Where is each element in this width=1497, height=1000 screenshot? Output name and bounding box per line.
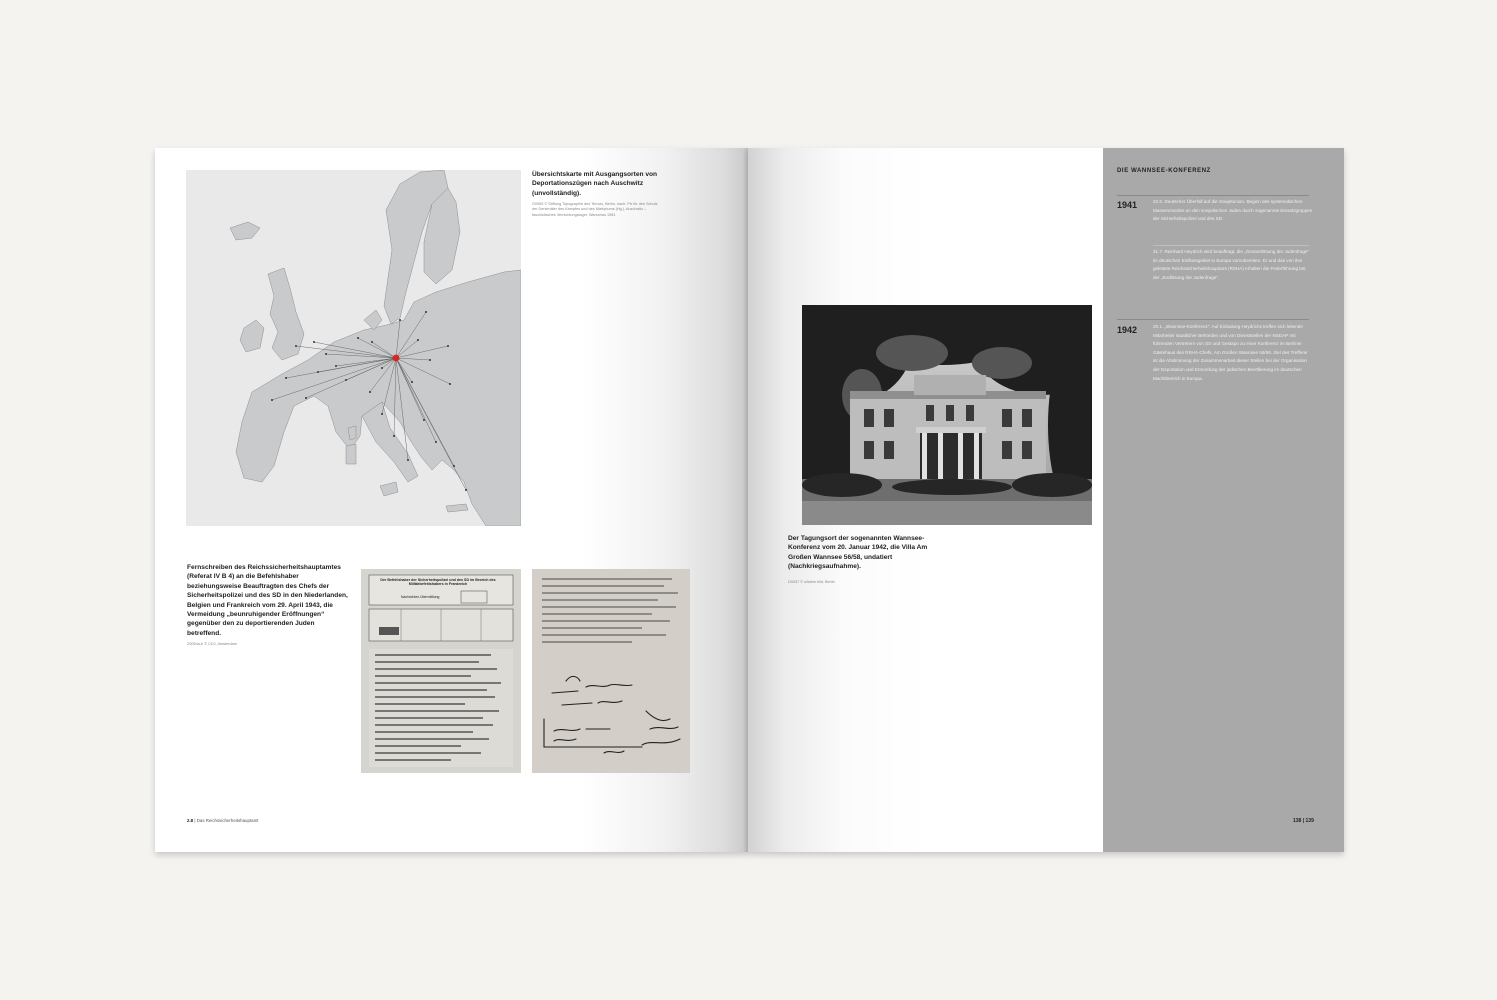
left-footer (187, 818, 258, 823)
auschwitz-marker (393, 355, 400, 362)
page-numbers: 138 | 139 (1293, 818, 1314, 824)
europe-deportation-map (186, 170, 521, 526)
timeline-entry: 20.1. „Wannsee-Konferenz“: Auf Einladung Heydrichs treffen sich leitende Mitarbeiter staatlicher Behörden und von Dienststellen der NSDAP mit führenden Vertretern von SS und Gestapo zu einer Konferenz im Berliner Gästehaus des RSHA-Chefs, Am Großen Wannsee 56/58. Ziel des Treffens ist die Abstimmung der Zusammenarbeit dieser Stellen bei der Organisation der Deportation und Ermordung der jüdischen Bevölkerung im deutschen Machtbereich in Europa. (1153, 324, 1308, 381)
telex-caption: Fernschreiben des Reichssicherheitshauptamtes (Referat IV B 4) an die Befehlshaber beziehungsweise Beauftragten des Chefs der Sicherheitspolizei und des SD in den Niederlanden, Belgien und Frankreich vom 29. April 1943, die Vermeidung „beunruhigender Eröffnungen“ gegenüber den zu deportierenden Juden betreffend. (187, 564, 348, 637)
footer-divider: | (194, 818, 197, 823)
section-number: 2.8 (187, 818, 194, 823)
telex-document-page-1 (361, 569, 521, 773)
map-caption: Übersichtskarte mit Ausgangsorten von Deportationszügen nach Auschwitz (unvollständig). (532, 171, 658, 197)
timeline-entry-rule (1153, 245, 1309, 246)
right-page (748, 148, 1344, 852)
map-credit: G0069 © Stiftung Topographie des Terrors, Berlin, nach: Ptr für den Schutz der Denkmäler des Kampfes und des Martyriums (Hg.), Auschwitz – faschistisches Vernichtungslager, Warschau 1981 (532, 202, 658, 217)
timeline-sidebar (1103, 148, 1344, 852)
photo-caption: Der Tagungsort der sogenannten Wannsee-Konferenz vom 20. Januar 1942, die Villa Am Großen Wannsee 56/58, undatiert (Nachkriegsaufnahme). (788, 535, 928, 571)
telex-document-2-graphic (532, 569, 690, 773)
left-page (155, 148, 748, 852)
map-graphic (186, 170, 521, 526)
photo-credit: D0037 © ullstein bild, Berlin (788, 580, 835, 584)
timeline-rule (1117, 195, 1309, 196)
telex-heading: Der Befehlshaber der Sicherheitspolizei und des SD im Bereich des Militärbefehlshabers in Frankreich (380, 578, 496, 587)
timeline-year: 1941 (1117, 200, 1138, 210)
telex-subheading: Nachrichten-Übermittlung (401, 595, 440, 599)
timeline-entry: 31.7. Reinhard Heydrich wird beauftragt, die „Gesamtlösung der Judenfrage“ im deutschen Einflussgebiet in Europa vorzubereiten. Er und das von ihm geleitete Reichssicherheitshauptamt (RSHA) erhalten die Federführung bei der „Endlösung der Judenfrage“. (1153, 249, 1310, 280)
villa-photo (802, 305, 1092, 525)
telex-credit: Z0064a-b © CDJ, Amsterdam (187, 642, 237, 646)
villa-photo-graphic (802, 305, 1092, 525)
timeline-year: 1942 (1117, 325, 1138, 335)
timeline-title: DIE WANNSEE-KONFERENZ (1117, 168, 1211, 174)
telex-document-1-graphic (361, 569, 521, 773)
timeline-entry: 22.6. Deutscher Überfall auf die Sowjetunion, Beginn des systematischen Massenmordes an den sowjetischen Juden durch sogenannte Einsatzgruppen der Sicherheitspolizei und des SD. (1153, 199, 1313, 222)
timeline-rule (1117, 319, 1309, 320)
telex-document-page-2 (532, 569, 690, 773)
section-title: Das Reichssicherheitshauptamt (196, 818, 259, 823)
